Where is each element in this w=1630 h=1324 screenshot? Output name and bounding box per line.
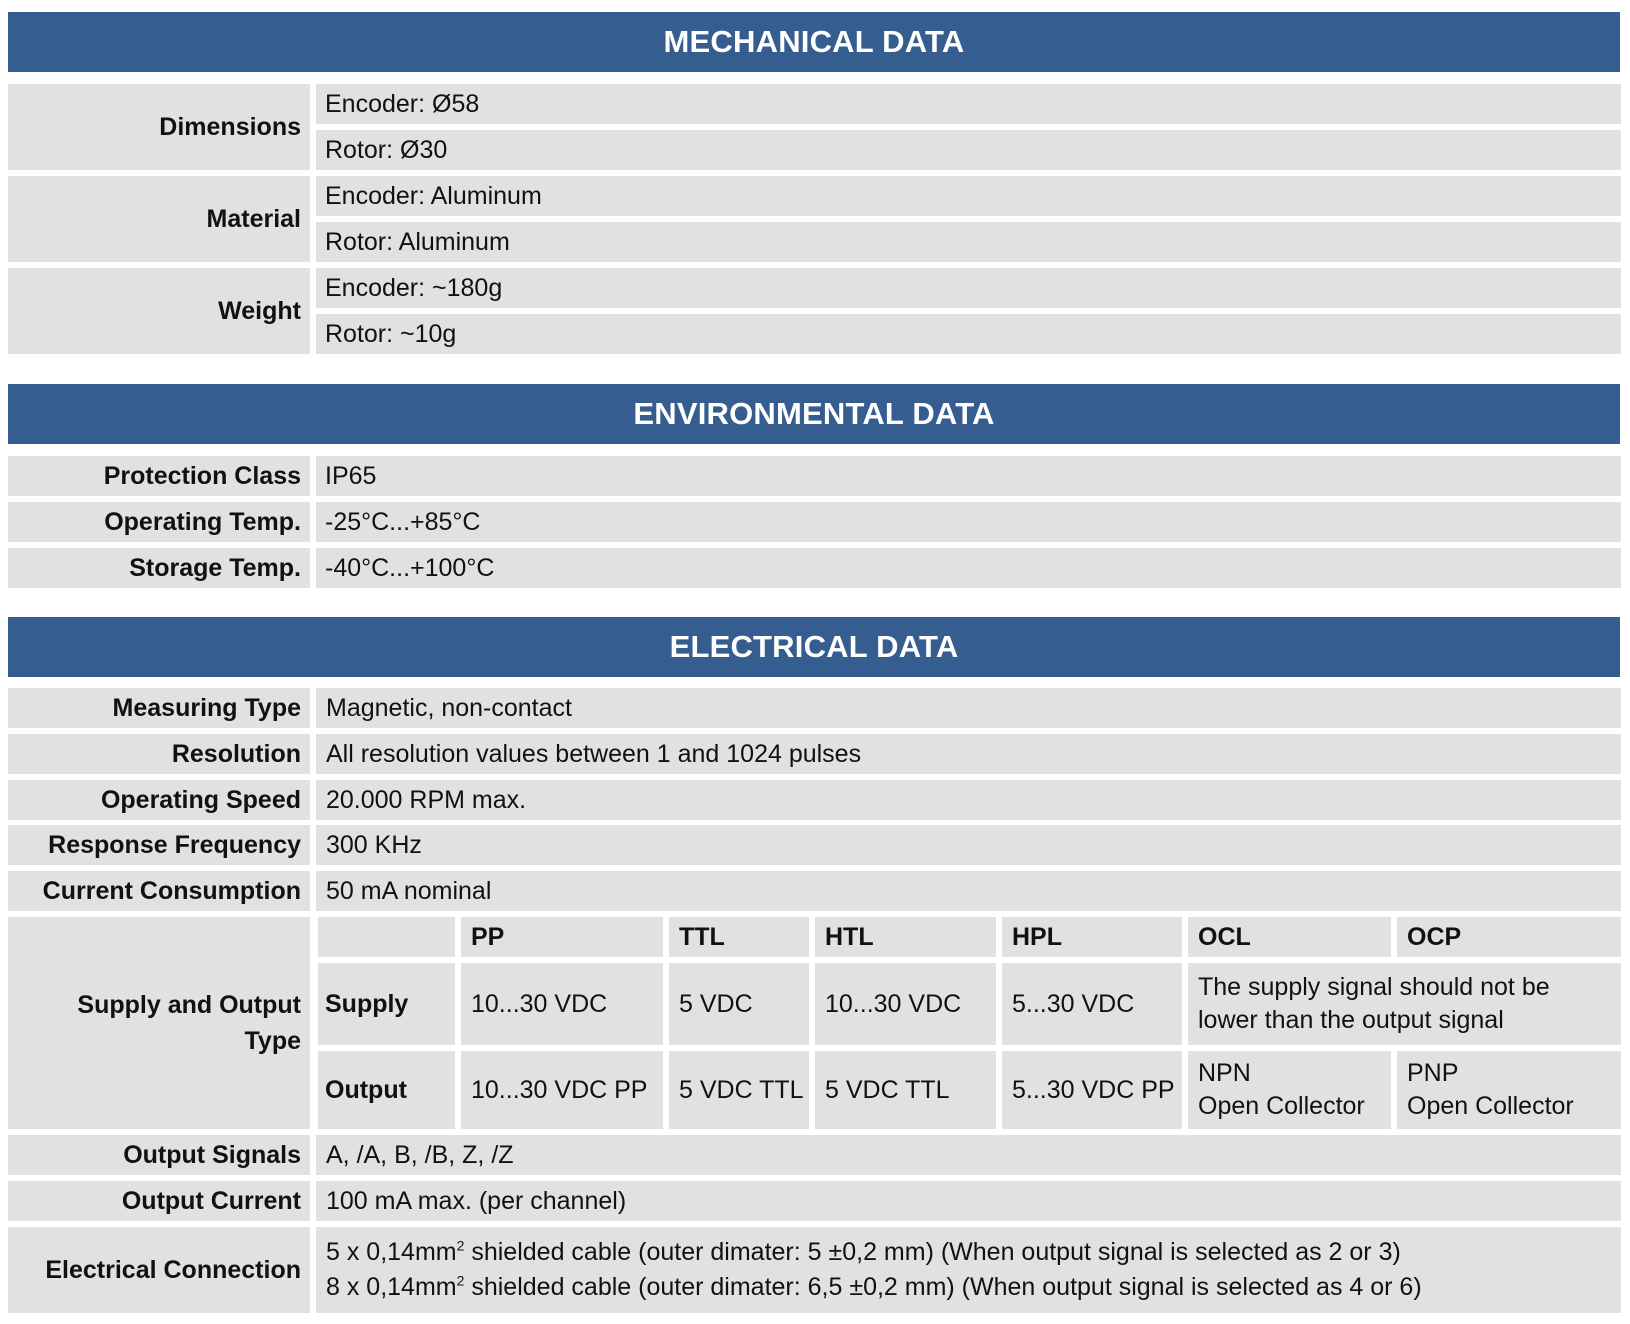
operating-temp-label: Operating Temp. — [8, 502, 310, 542]
column-ocp-header: OCP — [1397, 917, 1621, 957]
output-htl-value: 5 VDC TTL — [815, 1051, 996, 1129]
mechanical-title: MECHANICAL DATA — [663, 24, 965, 59]
column-ocl-header: OCL — [1188, 917, 1391, 957]
supply-ocl-ocp-note — [1188, 963, 1621, 1045]
measuring-type-value: Magnetic, non-contact — [316, 688, 1621, 728]
output-signals-label: Output Signals — [8, 1135, 310, 1175]
response-frequency-value: 300 KHz — [316, 825, 1621, 865]
supply-output-type-label-line1: Supply and Output — [77, 991, 301, 1019]
output-ocp-value — [1397, 1051, 1621, 1129]
operating-temp-value: -25°C...+85°C — [316, 502, 1621, 542]
output-hpl-value: 5...30 VDC PP — [1002, 1051, 1182, 1129]
weight-label: Weight — [8, 268, 310, 354]
column-htl-header: HTL — [815, 917, 996, 957]
operating-speed-value: 20.000 RPM max. — [316, 780, 1621, 820]
electrical-header — [8, 617, 1620, 677]
dimensions-encoder-value: Encoder: Ø58 — [316, 84, 1621, 124]
electrical-title: ELECTRICAL DATA — [669, 629, 959, 664]
protection-class-label: Protection Class — [8, 456, 310, 496]
supply-htl-value: 10...30 VDC — [815, 963, 996, 1045]
column-pp-header: PP — [461, 917, 663, 957]
output-ocp-line2: Open Collector — [1407, 1092, 1574, 1120]
resolution-value: All resolution values between 1 and 1024 pulses — [316, 734, 1621, 774]
output-current-value: 100 mA max. (per channel) — [316, 1181, 1621, 1221]
output-current-label: Output Current — [8, 1181, 310, 1221]
response-frequency-label: Response Frequency — [8, 825, 310, 865]
cable-desc-2: shielded cable (outer dimater: 6,5 ±0,2 mm) (When output signal is selected as 4 or 6) — [464, 1273, 1422, 1301]
electrical-connection-line2 — [326, 1270, 1422, 1305]
protection-class-value: IP65 — [316, 456, 1621, 496]
output-ocl-line1: NPN — [1198, 1059, 1251, 1087]
cable-desc-1: shielded cable (outer dimater: 5 ±0,2 mm) (When output signal is selected as 2 or 3) — [464, 1238, 1401, 1266]
mechanical-header — [8, 12, 1620, 72]
supply-output-type-label-line2: Type — [244, 1027, 301, 1055]
dimensions-rotor-value: Rotor: Ø30 — [316, 130, 1621, 170]
weight-encoder-value: Encoder: ~180g — [316, 268, 1621, 308]
electrical-connection-value — [316, 1227, 1621, 1313]
electrical-connection-line1 — [326, 1235, 1401, 1270]
measuring-type-label: Measuring Type — [8, 688, 310, 728]
cable-spec-1-superscript: 2 — [456, 1237, 465, 1254]
current-consumption-label: Current Consumption — [8, 871, 310, 911]
electrical-connection-label: Electrical Connection — [8, 1227, 310, 1313]
environmental-title: ENVIRONMENTAL DATA — [633, 396, 995, 431]
current-consumption-value: 50 mA nominal — [316, 871, 1621, 911]
supply-note-line2: lower than the output signal — [1198, 1006, 1504, 1034]
dimensions-label: Dimensions — [8, 84, 310, 170]
supply-output-type-label — [8, 917, 310, 1129]
output-ocp-line1: PNP — [1407, 1059, 1459, 1087]
output-ocl-line2: Open Collector — [1198, 1092, 1365, 1120]
cable-spec-2-superscript: 2 — [456, 1272, 465, 1289]
output-ocl-value — [1188, 1051, 1391, 1129]
cable-spec-1: 5 x 0,14mm — [326, 1238, 457, 1266]
column-hpl-header: HPL — [1002, 917, 1182, 957]
supply-row-label: Supply — [318, 963, 455, 1045]
supply-output-corner-cell — [318, 917, 455, 957]
supply-note-line1: The supply signal should not be — [1198, 973, 1550, 1001]
output-pp-value: 10...30 VDC PP — [461, 1051, 663, 1129]
column-ttl-header: TTL — [669, 917, 809, 957]
weight-rotor-value: Rotor: ~10g — [316, 314, 1621, 354]
output-row-label: Output — [318, 1051, 455, 1129]
resolution-label: Resolution — [8, 734, 310, 774]
environmental-header — [8, 384, 1620, 444]
output-signals-value: A, /A, B, /B, Z, /Z — [316, 1135, 1621, 1175]
output-ttl-value: 5 VDC TTL — [669, 1051, 809, 1129]
storage-temp-value: -40°C...+100°C — [316, 548, 1621, 588]
operating-speed-label: Operating Speed — [8, 780, 310, 820]
material-encoder-value: Encoder: Aluminum — [316, 176, 1621, 216]
material-rotor-value: Rotor: Aluminum — [316, 222, 1621, 262]
material-label: Material — [8, 176, 310, 262]
supply-pp-value: 10...30 VDC — [461, 963, 663, 1045]
supply-ttl-value: 5 VDC — [669, 963, 809, 1045]
cable-spec-2: 8 x 0,14mm — [326, 1273, 457, 1301]
storage-temp-label: Storage Temp. — [8, 548, 310, 588]
supply-hpl-value: 5...30 VDC — [1002, 963, 1182, 1045]
